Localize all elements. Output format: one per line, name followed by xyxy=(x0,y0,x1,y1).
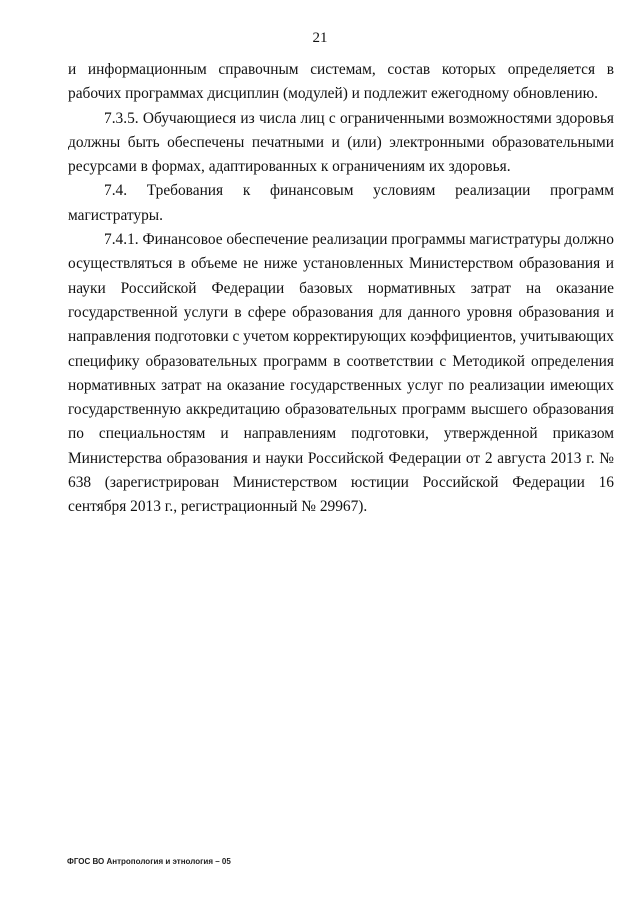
document-body xyxy=(68,58,614,520)
paragraph-continuation: и информационным справочным системам, состав которых определяется в рабочих программах дисциплин (модулей) и подлежит ежегодному обновлению. xyxy=(68,61,614,103)
paragraph-7-3-5: 7.3.5. Обучающиеся из числа лиц с ограниченными возможностями здоровья должны быть обеспечены печатными и (или) электронными образовательными ресурсами в формах, адаптированных к ограничениям их здоровья. xyxy=(68,109,614,176)
paragraph-7-4-1: 7.4.1. Финансовое обеспечение реализации программы магистратуры должно осуществляться в объеме не ниже установленных Министерством образования и науки Российской Федерации базовых нормативных затрат на оказание государственной услуги в сфере образования для данного уровня образования и направления подготовки с учетом корректирующих коэффициентов, учитывающих специфику образовательных программ в соответствии с Методикой определения нормативных затрат на оказание государственных услуг по реализации имеющих государственную аккредитацию образовательных программ высшего образования по специальностям и направлениям подготовки, утвержденной приказом Министерства образования и науки Российской Федерации от 2 августа 2013 г. № 638 (зарегистрирован Министерством юстиции Российской Федерации 16 сентября 2013 г., регистрационный № 29967). xyxy=(68,231,614,516)
document-footer: ФГОС ВО Антропология и этнология – 05 xyxy=(67,857,231,866)
page-number: 21 xyxy=(312,30,328,46)
paragraph-7-4-heading: 7.4. Требования к финансовым условиям реализации программ магистратуры. xyxy=(68,182,614,224)
